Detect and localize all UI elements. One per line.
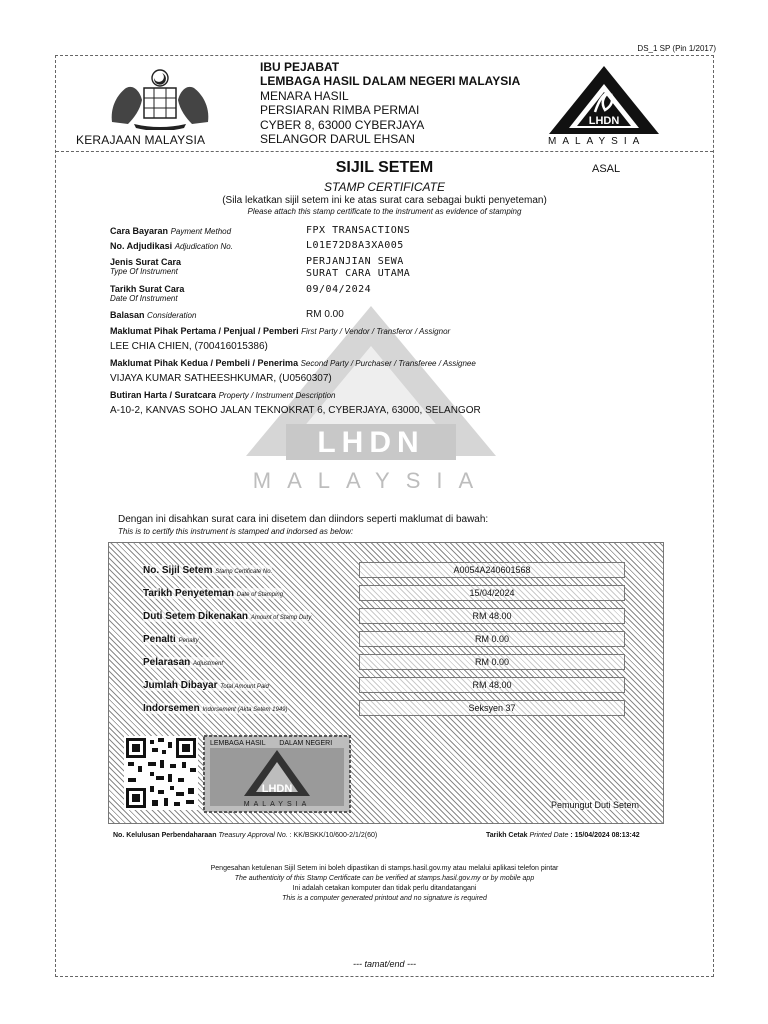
adjudication-value: L01E72D8A3XA005 [306, 240, 404, 251]
first-party-label: Maklumat Pihak Pertama / Penjual / Pemberi First Party / Vendor / Transferor / Assignor [110, 326, 451, 336]
verify-note-en: The authenticity of this Stamp Certificate can be verified at stamps.hasil.gov.my or by mobile app [234, 875, 535, 882]
end-marker: --- tamat/end --- [352, 959, 416, 969]
watermark-caption: MALAYSIA [252, 468, 490, 493]
property-value: A-10-2, KANVAS SOHO JALAN TEKNOKRAT 6, CYBERJAYA, 63000, SELANGOR [110, 405, 481, 416]
first-party-value: LEE CHIA CHIEN, (700416015386) [110, 341, 268, 352]
collector-label: Pemungut Duti Setem [551, 800, 640, 810]
payment-method-value: FPX TRANSACTIONS [306, 225, 411, 236]
logo-text: LHDN [588, 115, 620, 127]
stamp-row: Tarikh Penyeteman Date of Stamping 15/04/2024 [143, 585, 643, 603]
certificate-title: SIJIL SETEM [335, 159, 434, 176]
adjustment-amount: RM 0.00 [359, 654, 625, 670]
stamp-row: Indorsemen Indorsement (Akta Setem 1949) Seksyen 37 [143, 700, 643, 718]
instrument-type-value: SURAT CARA UTAMA [306, 268, 411, 279]
property-label: Butiran Harta / Suratcara Property / Instrument Description [110, 390, 336, 400]
instrument-date-label: Tarikh Surat Cara Date Of Instrument [110, 284, 185, 303]
second-party-value: VIJAYA KUMAR SATHEESHKUMAR, (U0560307) [110, 373, 332, 384]
payment-method-label: Cara Bayaran Payment Method [110, 226, 232, 236]
adjudication-label: No. Adjudikasi Adjudication No. [110, 241, 233, 251]
government-label: KERAJAAN MALAYSIA [76, 133, 206, 147]
address-line: IBU PEJABAT [260, 60, 340, 74]
computer-note-en: This is a computer generated printout and no signature is required [282, 895, 487, 902]
stamp-certificate-number: A0054A240601568 [359, 562, 625, 578]
stamp-row: Duti Setem Dikenakan Amount of Stamp Duty RM 48.00 [143, 608, 643, 626]
second-party-label: Maklumat Pihak Kedua / Pembeli / Penerima Second Party / Purchaser / Transferee / Assignee [110, 358, 476, 368]
stamp-seal-heading: LEMBAGA HASIL DALAM NEGERI [210, 740, 333, 747]
stamp-duty-amount: RM 48.00 [359, 608, 625, 624]
instrument-date-value: 09/04/2024 [306, 284, 372, 295]
instrument-type-label: Jenis Surat Cara Type Of Instrument [110, 257, 182, 276]
certificate-frame [55, 55, 714, 977]
letterhead [56, 56, 713, 152]
verify-note: Pengesahan ketulenan Sijil Setem ini boleh dipastikan di stamps.hasil.gov.my atau melalui aplikasi telefon pintar [210, 865, 559, 872]
certificate-title-en: STAMP CERTIFICATE [324, 180, 445, 194]
watermark-text: LHDN [317, 426, 425, 459]
malaysia-crest-icon [104, 66, 216, 130]
indorsement-section: Seksyen 37 [359, 700, 625, 716]
address-line: LEMBAGA HASIL DALAM NEGERI MALAYSIA [260, 74, 521, 89]
certification-statement: Dengan ini disahkan surat cara ini disetem dan diindors seperti maklumat di bawah: [118, 514, 489, 525]
form-code: DS_1 SP (Pin 1/2017) [637, 44, 716, 53]
lhdn-logo-icon [539, 62, 669, 142]
stamping-date: 15/04/2024 [359, 585, 625, 601]
instrument-type-value: PERJANJIAN SEWA [306, 256, 404, 267]
stamp-logo-text: LHDN [261, 783, 293, 795]
office-address [260, 60, 520, 146]
computer-note: Ini adalah cetakan komputer dan tidak perlu ditandatangani [292, 885, 477, 892]
stamp-row: Penalti Penalty RM 0.00 [143, 631, 643, 649]
total-paid-amount: RM 48.00 [359, 677, 625, 693]
consideration-value: RM 0.00 [306, 309, 344, 320]
logo-caption: MALAYSIA [548, 136, 646, 147]
stamp-row: No. Sijil Setem Stamp Certificate No. A0054A240601568 [143, 562, 643, 580]
certification-statement-en: This is to certify this instrument is stamped and indorsed as below: [118, 527, 354, 536]
stamp-row: Pelarasan Adjustment RM 0.00 [143, 654, 643, 672]
copy-type: ASAL [592, 163, 621, 175]
treasury-approval: No. Kelulusan Perbendaharaan Treasury Approval No. : KK/BSKK/10/600-2/1/2(60) [113, 832, 378, 839]
print-date: Tarikh Cetak Printed Date : 15/04/2024 08:13:42 [486, 832, 640, 839]
address-line: SELANGOR DARUL EHSAN [260, 132, 415, 147]
address-line: CYBER 8, 63000 CYBERJAYA [260, 117, 425, 132]
attach-instruction: (Sila lekatkan sijil setem ini ke atas surat cara sebagai bukti penyeteman) [222, 195, 547, 206]
stamp-row: Jumlah Dibayar Total Amount Paid RM 48.00 [143, 677, 643, 695]
address-line: PERSIARAN RIMBA PERMAI [260, 103, 420, 118]
penalty-amount: RM 0.00 [359, 631, 625, 647]
consideration-label: Balasan Consideration [110, 310, 197, 320]
qr-code-icon [124, 736, 198, 810]
attach-instruction-en: Please attach this stamp certificate to the instrument as evidence of stamping [247, 207, 522, 216]
stamp-caption: MALAYSIA [243, 801, 311, 808]
address-line: MENARA HASIL [260, 88, 349, 103]
